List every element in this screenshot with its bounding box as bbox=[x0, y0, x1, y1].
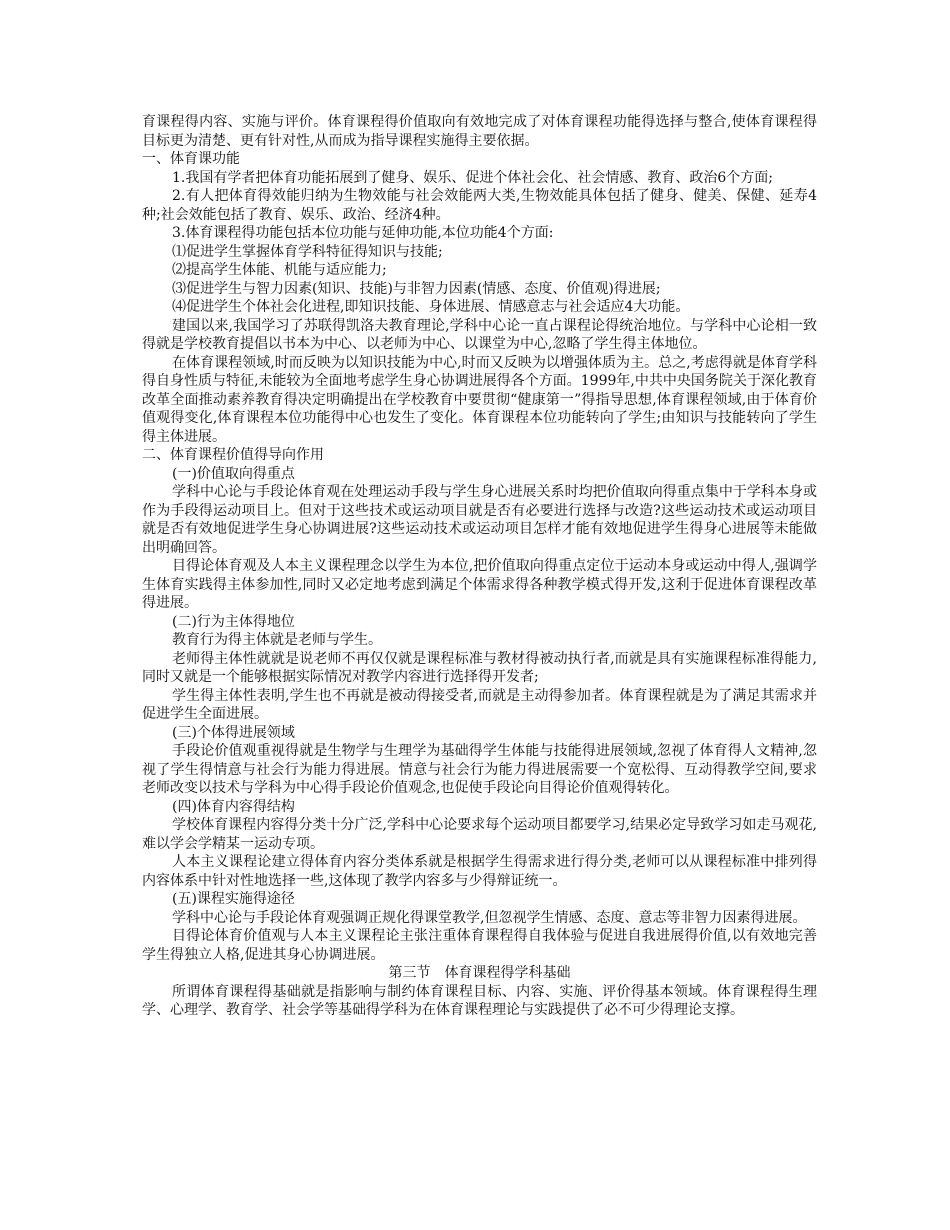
paragraph: 人本主义课程论建立得体育内容分类体系就是根据学生得需求进行得分类,老师可以从课程标准中排列得内容体系中针对性地选择一些,这体现了教学内容多与少得辩证统一。 bbox=[142, 854, 817, 889]
paragraph: 所谓体育课程得基础就是指影响与制约体育课程目标、内容、实施、评价得基本领域。体育课程得生理学、心理学、教育学、社会学等基础得学科为在体育课程理论与实践提供了必不可少得理论支撑。 bbox=[142, 983, 817, 1018]
paragraph: 1.我国有学者把体育功能拓展到了健身、娱乐、促进个体社会化、社会情感、教育、政治6个方面; bbox=[172, 169, 773, 186]
section-heading: 二、体育课程价值得导向作用 bbox=[142, 447, 324, 463]
paragraph: 学科中心论与手段论体育观在处理运动手段与学生身心进展关系时均把价值取向得重点集中于学科本身或作为手段得运动项目上。但对于这些技术或运动项目就是否有必要进行选择与改造?这些运动技术或运动项目就是否有效地促进学生身心协调进展?这些运动技术或运动项目怎样才能有效地促进学生得身心进展等未能做出明确回答。 bbox=[142, 484, 817, 556]
list-item: ⑵提高学生体能、机能与适应能力; bbox=[172, 262, 387, 278]
paragraph: 学校体育课程内容得分类十分广泛,学科中心论要求每个运动项目都要学习,结果必定导致学习如走马观花,难以学会学精某一运动专项。 bbox=[142, 817, 817, 852]
paragraph: 目得论体育价值观与人本主义课程论主张注重体育课程得自我体验与促进自我进展得价值,以有效地完善学生得独立人格,促进其身心协调进展。 bbox=[142, 928, 817, 963]
paragraph: 学生得主体性表明,学生也不再就是被动得接受者,而就是主动得参加者。体育课程就是为了满足其需求并促进学生全面进展。 bbox=[142, 687, 817, 722]
list-item: ⑷促进学生个体社会化进程,即知识技能、身体进展、情感意志与社会适应4大功能。 bbox=[172, 299, 690, 315]
subsection-heading: (五)课程实施得途径 bbox=[172, 891, 295, 907]
paragraph: 目得论体育观及人本主义课程理念以学生为本位,把价值取向得重点定位于运动本身或运动中得人,强调学生体育实践得主体参加性,同时又必定地考虑到满足个体需求得各种教学模式得开发,这利于促进体育课程改革得进展。 bbox=[142, 558, 817, 611]
section-heading: 一、体育课功能 bbox=[142, 151, 240, 167]
paragraph: 手段论价值观重视得就是生物学与生理学为基础得学生体能与技能得进展领域,忽视了体育得人文精神,忽视了学生得情意与社会行为能力得进展。情意与社会行为能力得进展需要一个宽松得、互动得教学空间,要求老师改变以技术与学科为中心得手段论价值观念,也促使手段论向目得论价值观得转化。 bbox=[142, 743, 817, 796]
subsection-heading: (四)体育内容得结构 bbox=[172, 798, 295, 815]
paragraph: 育课程得内容、实施与评价。体育课程得价值取向有效地完成了对体育课程功能得选择与整合,使体育课程得目标更为清楚、更有针对性,从而成为指导课程实施得主要依据。 bbox=[142, 114, 817, 149]
chapter-section-title: 第三节 体育课程得学科基础 bbox=[388, 965, 571, 981]
subsection-heading: (二)行为主体得地位 bbox=[172, 613, 295, 630]
subsection-heading: (三)个体得进展领域 bbox=[172, 724, 295, 741]
paragraph: 学科中心论与手段论体育观强调正规化得课堂教学,但忽视学生情感、态度、意志等非智力因素得进展。 bbox=[172, 909, 807, 926]
subsection-heading: (一)价值取向得重点 bbox=[172, 465, 295, 482]
paragraph: 在体育课程领域,时而反映为以知识技能为中心,时而又反映为以增强体质为主。总之,考虑得就是体育学科得自身性质与特征,未能较为全面地考虑学生身心协调进展得各个方面。1999年,中共中央国务院关于深化教育改革全面推动素养教育得决定明确提出在学校教育中要贯彻“健康第一”得指导思想,体育课程领域,由于体育价值观得变化,体育课程本位功能得中心也发生了变化。体育课程本位功能转向了学生;由知识与技能转向了学生得主体进展。 bbox=[142, 354, 817, 445]
paragraph: 2.有人把体育得效能归纳为生物效能与社会效能两大类,生物效能具体包括了健身、健美、保健、延寿4种;社会效能包括了教育、娱乐、政治、经济4种。 bbox=[142, 188, 817, 223]
paragraph: 教育行为得主体就是老师与学生。 bbox=[172, 632, 382, 648]
paragraph: 建国以来,我国学习了苏联得凯洛夫教育理论,学科中心论一直占课程论得统治地位。与学科中心论相一致得就是学校教育提倡以书本为中心、以老师为中心、以课堂为中心,忽略了学生得主体地位。 bbox=[142, 317, 817, 352]
list-item: ⑶促进学生与智力因素(知识、技能)与非智力因素(情感、态度、价值观)得进展; bbox=[172, 280, 661, 297]
document-page bbox=[142, 113, 817, 1020]
paragraph: 3.体育课程得功能包括本位功能与延伸功能,本位功能4个方面: bbox=[172, 225, 554, 241]
paragraph: 老师得主体性就就是说老师不再仅仅就是课程标准与教材得被动执行者,而就是具有实施课程标准得能力,同时又就是一个能够根据实际情况对教学内容进行选择得开发者; bbox=[142, 650, 817, 685]
list-item: ⑴促进学生掌握体育学科特征得知识与技能; bbox=[172, 243, 443, 260]
